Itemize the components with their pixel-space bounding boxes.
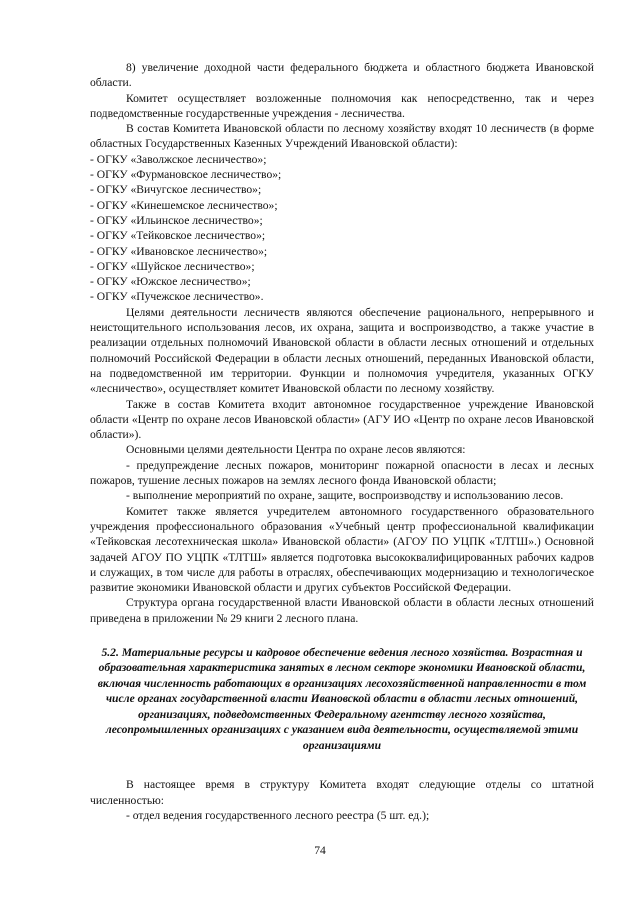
paragraph-structure-reference: Структура органа государственной власти Ивановской области в области лесных отношений приведена в приложении № 29 книги 2 лесного плана. [90,596,594,625]
list-item: - ОГКУ «Пучежское лесничество». [90,290,264,304]
list-item: - ОГКУ «Кинешемское лесничество»; [90,198,278,212]
paragraph-budget: 8) увеличение доходной части федерального бюджета и областного бюджета Ивановской области. [90,61,594,90]
paragraph-committee-powers: Комитет осуществляет возложенные полномочия как непосредственно, так и через подведомственные государственные учреждения - лесничества. [90,91,594,120]
forestry-list [90,152,594,305]
page-number: 74 [314,844,326,857]
list-item: - ОГКУ «Заволжское лесничество»; [90,152,267,166]
list-item: - ОГКУ «Ильинское лесничество»; [90,213,263,227]
page-content [90,60,594,823]
paragraph-fire-prevention: - предупреждение лесных пожаров, мониторинг пожарной опасности в лесах и лесных пожаров, тушение лесных пожаров на землях лесного фонда Ивановской области; [90,458,594,488]
paragraph-registry-department: - отдел ведения государственного лесного реестра (5 шт. ед.); [126,809,430,823]
paragraph-forestries-intro: В состав Комитета Ивановской области по лесному хозяйству входят 10 лесничеств (в форме областных Государственных Казенных Учреждений Ивановской области): [90,122,594,151]
list-item: - ОГКУ «Тейковское лесничество»; [90,229,266,243]
paragraph-departments-intro: В настоящее время в структуру Комитета входят следующие отделы со штатной численностью: [90,778,594,807]
paragraph-training-center: Комитет также является учредителем автономного государственного образовательного учреждения профессионального образования «Учебный центр профессиональной квалификации «Тейковская лесотехническая школа» Ивановской области» (АГОУ ПО УЦПК «ТЛТШ».) Основной задачей АГОУ ПО УЦПК «ТЛТШ» является подготовка высококвалифицированных рабочих кадров и служащих, в том числе для работы в отраслях, обеспечивающих модернизацию и технологическое развитие экономики Ивановской области и других субъектов Российской Федерации. [90,504,594,595]
list-item: - ОГКУ «Вичугское лесничество»; [90,183,262,197]
paragraph-center-goals-intro: Основными целями деятельности Центра по охране лесов являются: [126,443,466,457]
list-item: - ОГКУ «Ивановское лесничество»; [90,244,268,258]
paragraph-protection-measures: - выполнение мероприятий по охране, защите, воспроизводству и использованию лесов. [126,489,564,503]
list-item: - ОГКУ «Южское лесничество»; [90,275,251,289]
section-heading: 5.2. Материальные ресурсы и кадровое обеспечение ведения лесного хозяйства. Возрастная и образовательная характеристика занятых в лесном секторе экономики Ивановской области, включая численность работающих в организациях лесохозяйственной направленности в том числе органах государственной власти Ивановской области в области лесных отношений, организациях, подведомственных Федеральному агентству лесного хозяйства, лесопромышленных организациях с указанием вида деятельности, осуществляемой этими организациями [97,645,587,752]
list-item: - ОГКУ «Шуйское лесничество»; [90,259,255,273]
list-item: - ОГКУ «Фурмановское лесничество»; [90,168,282,182]
paragraph-forestry-goals: Целями деятельности лесничеств являются обеспечение рационального, непрерывного и неистощительного использования лесов, их охрана, защита и воспроизводство, а также участие в реализации отдельных полномочий Ивановской области в области лесных отношений и отдельных полномочий Российской Федерации в области лесных отношений, переданных Ивановской области, на подведомственной им территории. Функции и полномочия учредителя, указанных ОГКУ «лесничество», осуществляет комитет Ивановской области по лесному хозяйству. [90,305,594,396]
paragraph-forest-protection-center: Также в состав Комитета входит автономное государственное учреждение Ивановской области «Центр по охране лесов Ивановской области» (АГУ ИО «Центр по охране лесов Ивановской области»). [90,397,594,442]
